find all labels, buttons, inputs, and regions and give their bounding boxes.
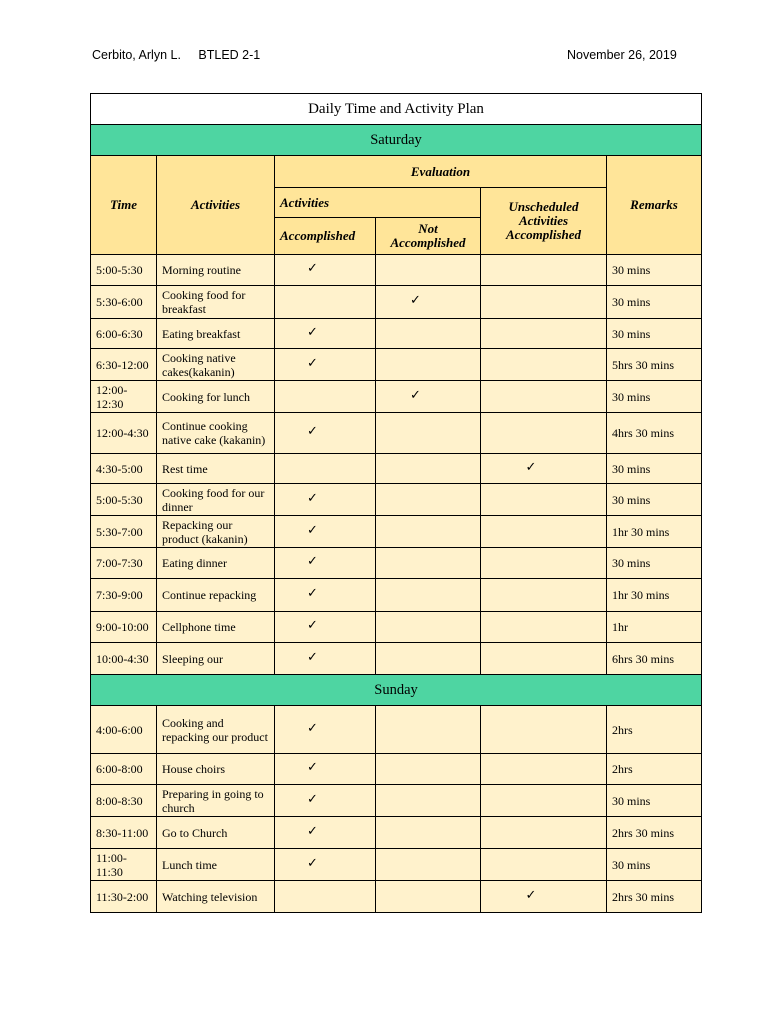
cell-time: 6:00-6:30	[91, 319, 157, 349]
cell-unscheduled	[481, 484, 607, 516]
check-mark-icon: ✓	[307, 354, 318, 370]
cell-accomplished	[275, 413, 376, 454]
cell-time: 5:30-7:00	[91, 516, 157, 548]
cell-time: 4:00-6:00	[91, 706, 157, 754]
cell-time: 5:00-5:30	[91, 255, 157, 286]
cell-remarks: 2hrs 30 mins	[607, 817, 702, 849]
column-header-accomplished: Accomplished	[275, 218, 376, 255]
cell-time: 7:30-9:00	[91, 579, 157, 612]
cell-remarks: 1hr 30 mins	[607, 579, 702, 612]
cell-unscheduled	[481, 754, 607, 785]
cell-time: 6:00-8:00	[91, 754, 157, 785]
cell-time: 12:00-4:30	[91, 413, 157, 454]
check-mark-icon: ✓	[307, 790, 318, 806]
cell-unscheduled	[481, 817, 607, 849]
cell-accomplished	[275, 454, 376, 484]
table-title: Daily Time and Activity Plan	[91, 94, 702, 125]
cell-not-accomplished	[376, 484, 481, 516]
cell-not-accomplished	[376, 881, 481, 913]
cell-remarks: 30 mins	[607, 548, 702, 579]
cell-remarks: 2hrs 30 mins	[607, 881, 702, 913]
table-row	[91, 516, 702, 548]
cell-not-accomplished	[376, 454, 481, 484]
cell-accomplished	[275, 484, 376, 516]
cell-remarks: 30 mins	[607, 484, 702, 516]
activity-plan-table	[90, 93, 702, 913]
cell-remarks: 4hrs 30 mins	[607, 413, 702, 454]
cell-unscheduled	[481, 319, 607, 349]
column-header-remarks: Remarks	[607, 156, 702, 255]
cell-activity: Cooking food for our dinner	[157, 484, 275, 516]
cell-accomplished	[275, 516, 376, 548]
cell-remarks: 2hrs	[607, 706, 702, 754]
cell-time: 12:00-12:30	[91, 381, 157, 413]
table-row	[91, 319, 702, 349]
cell-time: 11:30-2:00	[91, 881, 157, 913]
cell-not-accomplished	[376, 413, 481, 454]
cell-accomplished	[275, 881, 376, 913]
cell-not-accomplished	[376, 548, 481, 579]
cell-time: 6:30-12:00	[91, 349, 157, 381]
cell-time: 9:00-10:00	[91, 612, 157, 643]
check-mark-icon: ✓	[307, 260, 318, 275]
column-header-not-accomplished: Not Accomplished	[376, 218, 481, 255]
cell-activity: Lunch time	[157, 849, 275, 881]
cell-remarks: 30 mins	[607, 454, 702, 484]
cell-unscheduled	[481, 286, 607, 319]
cell-remarks: 30 mins	[607, 785, 702, 817]
table-row	[91, 255, 702, 286]
cell-time: 11:00-11:30	[91, 849, 157, 881]
cell-accomplished	[275, 643, 376, 675]
cell-unscheduled	[481, 381, 607, 413]
cell-not-accomplished	[376, 255, 481, 286]
table-row	[91, 286, 702, 319]
table-row	[91, 849, 702, 881]
column-header-evaluation: Evaluation	[275, 156, 607, 188]
cell-not-accomplished	[376, 612, 481, 643]
column-header-unscheduled: Unscheduled Activities Accomplished	[481, 188, 607, 255]
cell-unscheduled	[481, 516, 607, 548]
cell-unscheduled	[481, 849, 607, 881]
cell-accomplished	[275, 849, 376, 881]
cell-not-accomplished	[376, 849, 481, 881]
table-row	[91, 484, 702, 516]
cell-activity: Continue cooking native cake (kakanin)	[157, 413, 275, 454]
cell-not-accomplished	[376, 381, 481, 413]
table-row	[91, 817, 702, 849]
cell-activity: Repacking our product (kakanin)	[157, 516, 275, 548]
cell-activity: Continue repacking	[157, 579, 275, 612]
check-mark-icon: ✓	[307, 617, 318, 632]
cell-accomplished	[275, 548, 376, 579]
cell-activity: Cellphone time	[157, 612, 275, 643]
column-header-activities: Activities	[157, 156, 275, 255]
cell-time: 7:00-7:30	[91, 548, 157, 579]
cell-accomplished	[275, 612, 376, 643]
table-row	[91, 754, 702, 785]
cell-remarks: 5hrs 30 mins	[607, 349, 702, 381]
cell-time: 10:00-4:30	[91, 643, 157, 675]
cell-not-accomplished	[376, 319, 481, 349]
table-row	[91, 612, 702, 643]
cell-time: 4:30-5:00	[91, 454, 157, 484]
cell-not-accomplished	[376, 754, 481, 785]
cell-unscheduled	[481, 881, 607, 913]
cell-remarks: 30 mins	[607, 849, 702, 881]
cell-time: 5:00-5:30	[91, 484, 157, 516]
table-row	[91, 413, 702, 454]
student-info	[92, 48, 260, 62]
cell-unscheduled	[481, 785, 607, 817]
cell-accomplished	[275, 319, 376, 349]
check-mark-icon: ✓	[307, 521, 318, 537]
cell-accomplished	[275, 349, 376, 381]
cell-activity: Cooking food for breakfast	[157, 286, 275, 319]
student-name: Cerbito, Arlyn L.	[92, 48, 181, 62]
cell-not-accomplished	[376, 349, 481, 381]
table-row	[91, 579, 702, 612]
check-mark-icon: ✓	[307, 323, 318, 339]
cell-remarks: 1hr	[607, 612, 702, 643]
check-mark-icon: ✓	[410, 386, 421, 402]
cell-remarks: 6hrs 30 mins	[607, 643, 702, 675]
cell-accomplished	[275, 706, 376, 754]
cell-not-accomplished	[376, 817, 481, 849]
document-date: November 26, 2019	[567, 48, 677, 62]
cell-remarks: 2hrs	[607, 754, 702, 785]
cell-accomplished	[275, 754, 376, 785]
cell-remarks: 30 mins	[607, 319, 702, 349]
table-row	[91, 643, 702, 675]
check-mark-icon: ✓	[307, 822, 318, 838]
cell-activity: Morning routine	[157, 255, 275, 286]
cell-activity: Eating breakfast	[157, 319, 275, 349]
cell-remarks: 30 mins	[607, 381, 702, 413]
column-header-time: Time	[91, 156, 157, 255]
cell-activity: Go to Church	[157, 817, 275, 849]
cell-time: 8:30-11:00	[91, 817, 157, 849]
cell-unscheduled	[481, 255, 607, 286]
table-row	[91, 349, 702, 381]
cell-activity: House choirs	[157, 754, 275, 785]
check-mark-icon: ✓	[307, 719, 318, 735]
cell-not-accomplished	[376, 785, 481, 817]
cell-time: 5:30-6:00	[91, 286, 157, 319]
cell-activity: Cooking for lunch	[157, 381, 275, 413]
cell-not-accomplished	[376, 643, 481, 675]
cell-unscheduled	[481, 612, 607, 643]
cell-unscheduled	[481, 454, 607, 484]
cell-activity: Cooking and repacking our product	[157, 706, 275, 754]
cell-remarks: 30 mins	[607, 286, 702, 319]
check-mark-icon: ✓	[307, 854, 318, 870]
cell-activity: Rest time	[157, 454, 275, 484]
cell-unscheduled	[481, 349, 607, 381]
cell-activity: Sleeping our	[157, 643, 275, 675]
check-mark-icon: ✓	[525, 458, 537, 474]
cell-accomplished	[275, 579, 376, 612]
cell-remarks: 30 mins	[607, 255, 702, 286]
table-row	[91, 706, 702, 754]
student-program: BTLED 2-1	[198, 48, 261, 62]
column-header-activities-sub: Activities	[275, 188, 481, 218]
check-mark-icon: ✓	[307, 489, 318, 505]
cell-not-accomplished	[376, 286, 481, 319]
cell-accomplished	[275, 255, 376, 286]
cell-remarks: 1hr 30 mins	[607, 516, 702, 548]
table-row	[91, 548, 702, 579]
cell-unscheduled	[481, 643, 607, 675]
table-row	[91, 381, 702, 413]
table-row	[91, 785, 702, 817]
cell-unscheduled	[481, 579, 607, 612]
cell-accomplished	[275, 817, 376, 849]
cell-activity: Eating dinner	[157, 548, 275, 579]
check-mark-icon: ✓	[410, 292, 421, 307]
check-mark-icon: ✓	[525, 886, 537, 902]
cell-time: 8:00-8:30	[91, 785, 157, 817]
day-header-saturday: Saturday	[91, 125, 702, 156]
cell-unscheduled	[481, 548, 607, 579]
cell-unscheduled	[481, 706, 607, 754]
cell-activity: Preparing in going to church	[157, 785, 275, 817]
day-header-sunday: Sunday	[91, 675, 702, 706]
cell-not-accomplished	[376, 706, 481, 754]
cell-not-accomplished	[376, 579, 481, 612]
check-mark-icon: ✓	[307, 759, 318, 774]
cell-accomplished	[275, 286, 376, 319]
table-row	[91, 881, 702, 913]
cell-accomplished	[275, 785, 376, 817]
check-mark-icon: ✓	[307, 423, 318, 438]
check-mark-icon: ✓	[307, 648, 318, 664]
cell-activity: Cooking native cakes(kakanin)	[157, 349, 275, 381]
check-mark-icon: ✓	[307, 585, 318, 600]
check-mark-icon: ✓	[307, 553, 318, 568]
cell-activity: Watching television	[157, 881, 275, 913]
cell-not-accomplished	[376, 516, 481, 548]
cell-accomplished	[275, 381, 376, 413]
table-row	[91, 454, 702, 484]
cell-unscheduled	[481, 413, 607, 454]
